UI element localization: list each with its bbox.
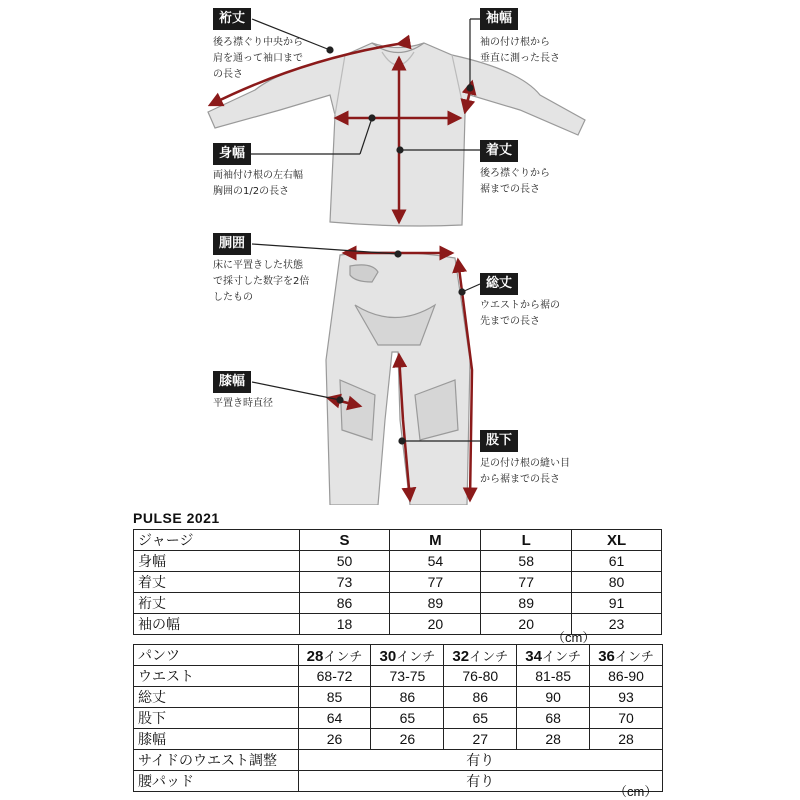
table-row	[134, 750, 663, 771]
table-cell: 76-80	[444, 666, 517, 687]
sleeve-length-desc: 後ろ襟ぐり中央から 肩を通って袖口まで の長さ	[213, 37, 303, 80]
knee-desc: 平置き時直径	[213, 398, 273, 409]
table-cell: 20	[390, 614, 481, 635]
table-cell: 86-90	[590, 666, 663, 687]
table-row	[134, 729, 663, 750]
inseam-tag: 股下	[480, 430, 518, 452]
size-28: 28インチ	[298, 645, 371, 666]
row-label: 身幅	[134, 551, 300, 572]
table-cell: 23	[572, 614, 662, 635]
pants-header: パンツ	[134, 645, 299, 666]
table-cell: 91	[572, 593, 662, 614]
table-cell: 64	[298, 708, 371, 729]
waist-desc: 床に平置きした状態 で採寸した数字を2倍 したもの	[213, 260, 310, 303]
jersey-size-table	[133, 529, 662, 635]
size-s: S	[299, 530, 390, 551]
table-cell: 68-72	[298, 666, 371, 687]
table-cell: 28	[517, 729, 590, 750]
table-cell: 77	[390, 572, 481, 593]
table-cell: 50	[299, 551, 390, 572]
table-row	[134, 771, 663, 792]
pants-illustration	[326, 252, 470, 505]
table-row	[134, 708, 663, 729]
size-30: 30インチ	[371, 645, 444, 666]
waist-tag: 胴囲	[213, 233, 251, 255]
table-cell: 61	[572, 551, 662, 572]
table-cell: 26	[371, 729, 444, 750]
table-cell: 86	[444, 687, 517, 708]
table-cell: 89	[481, 593, 572, 614]
row-label: 股下	[134, 708, 299, 729]
pants-size-table	[133, 644, 663, 792]
size-34: 34インチ	[517, 645, 590, 666]
sleeve-length-tag: 裄丈	[213, 8, 251, 30]
table-cell: 89	[390, 593, 481, 614]
product-title: PULSE 2021	[133, 510, 220, 526]
body-length-tag: 着丈	[480, 140, 518, 162]
table-cell: 90	[517, 687, 590, 708]
row-label: 袖の幅	[134, 614, 300, 635]
table-cell: 85	[298, 687, 371, 708]
table-row	[134, 551, 662, 572]
table-cell: 81-85	[517, 666, 590, 687]
table-cell: 73	[299, 572, 390, 593]
table-cell: 65	[444, 708, 517, 729]
table-cell: 26	[298, 729, 371, 750]
knee-tag: 膝幅	[213, 371, 251, 393]
row-label: ウエスト	[134, 666, 299, 687]
table-cell: 18	[299, 614, 390, 635]
table-cell: 有り	[298, 750, 662, 771]
size-m: M	[390, 530, 481, 551]
table-cell: 28	[590, 729, 663, 750]
table-cell: 70	[590, 708, 663, 729]
table-cell: 54	[390, 551, 481, 572]
table-cell: 86	[371, 687, 444, 708]
chest-tag: 身幅	[213, 143, 251, 165]
table-cell: 80	[572, 572, 662, 593]
size-36: 36インチ	[590, 645, 663, 666]
row-label: 総丈	[134, 687, 299, 708]
row-label: サイドのウエスト調整	[134, 750, 299, 771]
row-label: 裄丈	[134, 593, 300, 614]
table-cell: 68	[517, 708, 590, 729]
table-cell: 20	[481, 614, 572, 635]
chest-desc: 両袖付け根の左右幅 胸囲の1/2の長さ	[213, 170, 303, 197]
row-label: 膝幅	[134, 729, 299, 750]
pants-unit: （cm）	[614, 784, 658, 799]
table-cell: 65	[371, 708, 444, 729]
table-cell: 77	[481, 572, 572, 593]
jersey-unit: （cm）	[552, 630, 596, 645]
row-label: 着丈	[134, 572, 300, 593]
table-cell: 73-75	[371, 666, 444, 687]
table-cell: 86	[299, 593, 390, 614]
table-cell: 有り	[298, 771, 662, 792]
table-cell: 93	[590, 687, 663, 708]
table-header-row	[134, 645, 663, 666]
size-xl: XL	[572, 530, 662, 551]
table-header-row	[134, 530, 662, 551]
sleeve-width-desc: 袖の付け根から 垂直に測った長さ	[480, 37, 560, 64]
jersey-header: ジャージ	[134, 530, 300, 551]
inseam-desc: 足の付け根の縫い目 から裾までの長さ	[480, 458, 570, 485]
table-cell: 58	[481, 551, 572, 572]
table-cell: 27	[444, 729, 517, 750]
table-row	[134, 572, 662, 593]
total-length-tag: 総丈	[480, 273, 518, 295]
size-32: 32インチ	[444, 645, 517, 666]
body-length-desc: 後ろ襟ぐりから 裾までの長さ	[480, 168, 550, 195]
size-l: L	[481, 530, 572, 551]
table-row	[134, 687, 663, 708]
sleeve-width-tag: 袖幅	[480, 8, 518, 30]
table-row	[134, 593, 662, 614]
table-row	[134, 666, 663, 687]
row-label: 腰パッド	[134, 771, 299, 792]
total-length-desc: ウエストから裾の 先までの長さ	[480, 300, 560, 327]
